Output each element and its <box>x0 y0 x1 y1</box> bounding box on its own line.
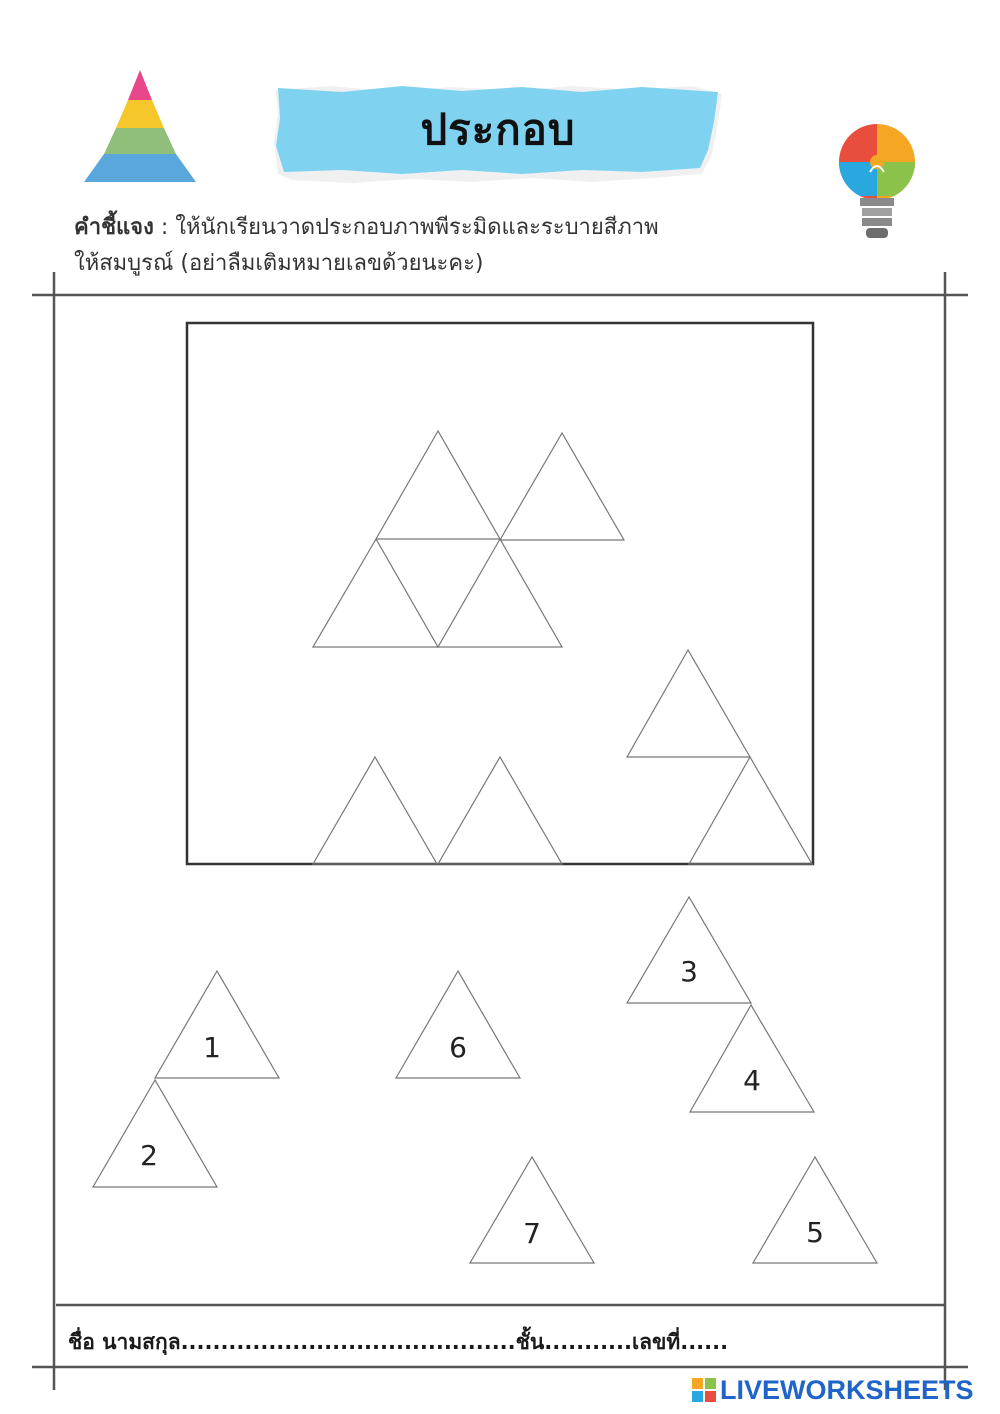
brand <box>692 1374 974 1406</box>
outline-triangle <box>313 757 437 864</box>
student-info-line: ชื่อ นามสกุล..........................................ชั้น...........เลขที่...... <box>68 1330 729 1354</box>
outline-triangle <box>438 539 562 647</box>
instruction-line-2: ให้สมบูรณ์ (อย่าลืมเติมหมายเลขด้วยนะคะ) <box>74 251 484 276</box>
piece-label: 4 <box>743 1064 761 1097</box>
outline-triangle <box>689 757 812 864</box>
target-box <box>187 323 813 864</box>
liveworksheets-logo-icon <box>692 1378 716 1402</box>
instruction-label: คำชี้แจง <box>74 215 154 240</box>
outline-triangle <box>438 757 562 864</box>
instruction-separator: : <box>153 215 176 240</box>
piece-label: 7 <box>523 1217 541 1250</box>
piece-label: 6 <box>449 1031 467 1064</box>
pyramid-outline <box>313 431 812 864</box>
piece-label: 3 <box>680 955 698 988</box>
piece-label: 1 <box>203 1031 221 1064</box>
outline-triangle <box>376 431 500 539</box>
instruction-text-1: ให้นักเรียนวาดประกอบภาพพีระมิดและระบายสีภาพ <box>175 215 659 240</box>
brand-name[interactable]: LIVEWORKSHEETS <box>720 1374 974 1405</box>
outline-triangle <box>627 650 750 757</box>
piece-label: 2 <box>140 1139 158 1172</box>
outline-triangle <box>500 433 624 540</box>
piece-label: 5 <box>806 1216 824 1249</box>
outline-triangle <box>313 539 438 647</box>
page-title: ประกอบ <box>420 105 576 154</box>
